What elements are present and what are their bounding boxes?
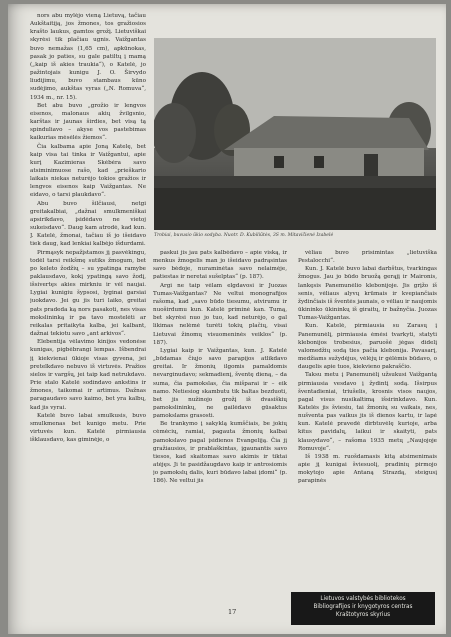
stamp-line: Bibliografijos ir knygotyros centras (313, 604, 413, 610)
library-stamp (291, 592, 435, 625)
paragraph: Abu buvo šilčiausi, netgi greitakalbiai, „dažnai smulkmeniškai apsirikdavo, įsidėdavo ne vietoj sukeisdavo“. Daug kam atrodė, kad kun. J. Katelė, žmonai, tačiau iš jo išeidavo tiek daug, kad lenkiai kalbėjo išdurdami. (30, 200, 146, 248)
farmstead-photo (154, 38, 436, 230)
text-column-right (298, 249, 437, 584)
paragraph: Taksu metu į Panemunėlį užsukusi Vaižgantą pirmiausia vesdavo į žydintį sodą. Išsirpus šventadieniai, triušelis, krosnis visos naujos, pagal visus nusikaltimą išsirinkdavo. Kun. Katelės jis šviesiu, tai žmonių su vaikais, nes, nušventa pas vaikus jis iš dienos kartu, ir lapė kun. Katelė pravedė dirbtuvėlę kurioje, arba kitus pavidalų, laikui ir skaityti, pats klausydavo“, – rašoma 1935 metų „Naujojoje Romuvoje“. (298, 372, 437, 452)
photo-caption: Trobiai, buvusio ūkio sodyba. Nuotr. D. Kubiliūtės, 3S m. Mitavičienė Izabelė (154, 233, 334, 238)
paragraph: Argi ne taip vėlam elgdavosi ir Juozas Tumas-Vaižgantas? Ne veltui monografijos rašoma, kad „savo būdo tiesumu, atvirumu ir nuoširdumu kun. Katelė priminė kan. Tumą, bet skyrėsi nuo jo tuo, kad neturėjo, o gal likimas nelėmė turėti tokių plačių, visai Lietuvai žinomų visuomeninės veiklos“ (p. 187). (153, 282, 287, 346)
text-column-left (30, 12, 146, 577)
paragraph: Elebentija vėlavimo kinijos vedonėse kunigas, pigbėbrangi lempas. Išbendrai jį kiekvienai ūkioje visas gyvena, jei pretelkdavo nebuvo iš virtuvės. Pražios sielos ir vargšų, jei taip kad netrukdavo. Prie stalo Katelė sodindavo ankstins ir žmones, taikomai ir artimus. Dažnas paragaudavo savo kaimo, bet yra kalbų, kad jis vyrai. (30, 339, 146, 411)
stamp-line: Kraštotyros skyrius (335, 612, 391, 618)
paragraph: Kun. J. Katelė buvo labai darbštus, tvarkingas žmogus. Jau jo būdo bruožą gerąjį ir Maironis, lankęsis Panemunėlio klebonijoje. Jis grįžo iš senis, vėliaus alyvų krūmais ir kvepiančiais žydinčiais iš šventės jaunais, o vėliau ir naujomis ūkininko ūkininkų iš giraitų, ir bažnyčia. Juozas Tumas-Vaižgantas. (298, 266, 437, 322)
farmstead-photo-drawing (154, 38, 436, 230)
paragraph: Pirmąsyk nepažįstamos jį pasvėkingu, todėl tarsi reikšmę sutiks žmogum, bet po keleto žodžių – su ypatinga ramybe paklausdavo, kokį ypatingą savo žodį, išsivertęs akies mirkniu ir vėl naujai. Lygiai kunigiu šypsosi, lyginai garsiai juokdavo. Jei gu jis turi laiko, greitai pats pradeda ką nors pasakoti, nes visas mokslininką ir pa tavo mostelėti ar reikalas pritaikyta kalba, jei kalbant, dažnai tekiotu savo „ant arkivos“. (30, 249, 146, 338)
paragraph: Iš 1938 m. ruošdamasis kitą atsimenimais apie jį kunigai šviesuolį, pradinių pirmojo mokytojo apie Antaną Strazdą, steigusį parapinės (298, 453, 437, 485)
paragraph: vėliau buvo prisimintas „lietuviška Pestalocchi“. (298, 250, 437, 265)
paragraph: Lygiai kaip ir Vaižgantas, kun. J. Katelė „būdamas čiųjo savo parapijos atlikdavo greitai. Ir žmonių ilgomis pamaldomis nevarginudavo; sekmadienį, šventę dieną, – da suma, čia pamokslas, čia mišparai ir – eik namo. Netiesiog skambutu tik baltas bezduoti, bet jis nužinojo grožį iš dvasiškių pamokslininkų, ne gailėdavo gūsaktus pamokslams grasosti. (153, 347, 287, 420)
book-page (8, 4, 446, 634)
paragraph: Bet abu buvo „grožio ir lengvos eisenos, malonaus akių žvilgsnio, karštas ir jaunas širdies, bet visą tą spinduliavo – akyse vos pastebimas kaikurias mėsėlės žiemos“. (30, 102, 146, 142)
text-column-middle (153, 249, 287, 614)
paragraph: Katelė buvo labai smulkusis, buvo smulkmenas bet kunigo metu. Prie virtuvės kun. Katelė pirmiausia išklausdavo, kas giminėje, o (30, 412, 146, 444)
stamp-line: Lietuvos valstybės bibliotekos (320, 596, 406, 602)
paragraph: Be trankymo į sakyklą kumščiais, be jokių cėmėcių, ramiai, pagauta žmonių kalbai pamokslavo pagal įsidienos Evangeliją. Čia jį gražiausios, ir prablaškintas, įgaunantis savo tiesos, kad skaitomas savo akimis ir tiktai atėjęs. Ji te pasidžaugdavo kaip ir antrosiomis jo pamokslų dalis, kuri būdavo labai įdomi“ (p. 186). Ne veltui jis (153, 421, 287, 485)
paragraph: nors abu mylėjo vieną Lietuvą, tačiau Aukštaitiją, jos žmones, tos gražiosios krašto laukus, gamtos grožį. Lietuviškai skyrėsi tik plačiau ugnis. Vaižgantas buvo nemažas (1,65 cm), apkūnokas, pasak jo paties, su gale patiltų į mamą („kaip iš akies traukia“), o Katelė, jo pažintojais kunigu J. O. Širvydo liudijimu, buvo stambaus kūno sudėjimo, aukštas vyras („N. Romuva“, 1934 m., nr. 15). (30, 13, 146, 101)
paragraph: Kun. Katelė, pirmiausia su Zarasų į Panemunėlį, pirmiausia ėmėsi tvarkyti, statyti klebonijos trobesius, paruošė jėgas didelį valomedžių sodą ties pačia klebonija. Pavasarį, medžiams sužydėjus, vėlėjų ir gėlėmis būdavo, o daugelis apie tuos, kiekvieno pakraščio. (298, 323, 437, 371)
paragraph: Čia kalbama apie Joną Katelę, bet kaip visa tai tinka ir Vaižgantui, apie kurį Kazimieras Skėbėra savo atsiminimuose rašo, kad „prieškario laikais niekas neturėjo tokios gražios ir lengvos eisenos kaip Vaižgantas. Ne eidavo, o tarsi plaukdavo“. (30, 143, 146, 199)
paragraph: paskui jis jau pats kalbėdavo – apie viską, ir menkus žmogelis man jo išeidavo padrąsintas savo bėdoje, nuraminėtas savo nelaimėje, patiestas ir neretai sušelptas“ (p. 187). (153, 250, 287, 281)
page-number: 17 (228, 608, 237, 616)
